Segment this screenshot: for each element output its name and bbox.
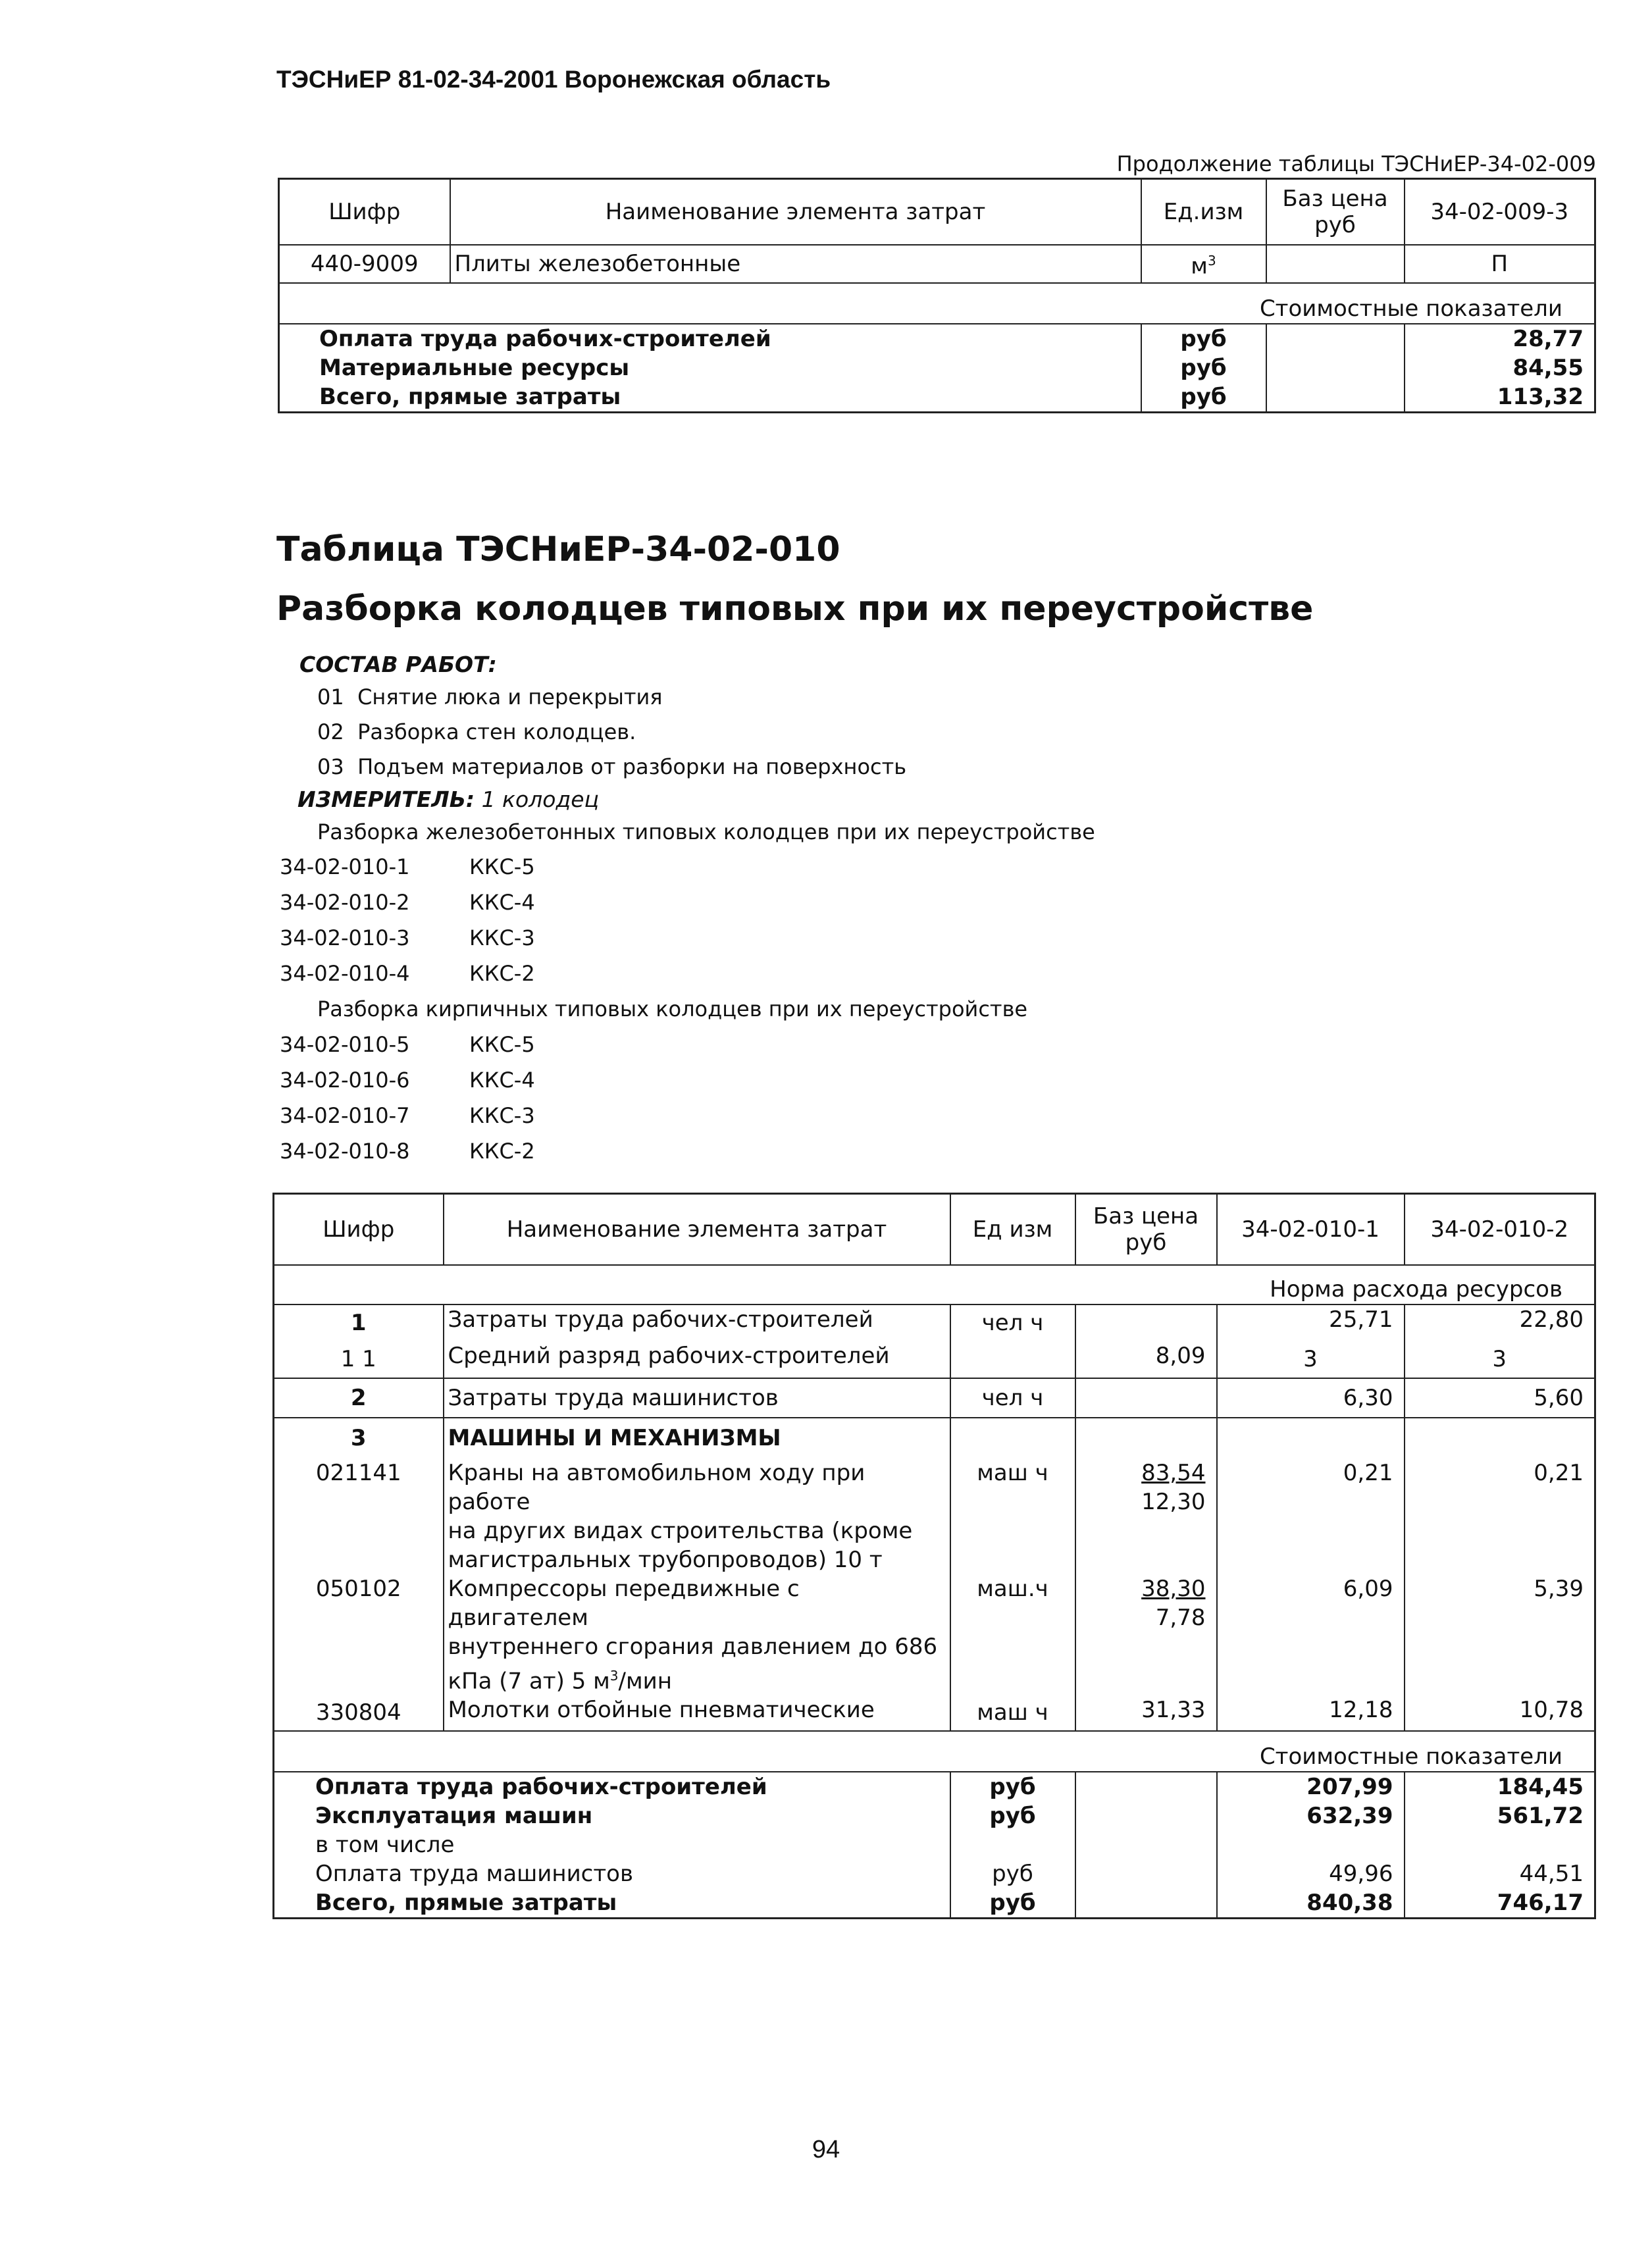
col-code-header: Шифр	[328, 198, 401, 225]
work-num: 01	[317, 684, 344, 710]
row-price	[1075, 1304, 1217, 1341]
unit-superscript: 3	[1207, 253, 1216, 269]
row-name: Молотки отбойные пневматические	[444, 1695, 950, 1731]
col-name-header: Наименование элемента затрат	[444, 1194, 950, 1265]
row-price	[1266, 245, 1405, 283]
cost-name: Оплата труда рабочих-строителей	[274, 1772, 950, 1801]
col-norm2-header: 34-02-010-2	[1405, 1194, 1595, 1265]
row-unit	[950, 1418, 1075, 1459]
row-name-text: /мин	[618, 1667, 672, 1694]
row-value-1: 25,71	[1217, 1304, 1405, 1341]
row-name	[444, 1574, 950, 1695]
cost-value: 84,55	[1405, 353, 1595, 382]
row-price-main: 38,30	[1141, 1575, 1206, 1602]
cost-name: Всего, прямые затраты	[319, 383, 621, 410]
row-name-line	[448, 1661, 939, 1695]
row-price-labor: 12,30	[1141, 1488, 1206, 1515]
norm-header-row	[274, 1265, 1595, 1304]
col-name-header: Наименование элемента затрат	[450, 179, 1141, 245]
row-price-labor: 7,78	[1155, 1604, 1206, 1631]
row-value-1: 12,18	[1217, 1695, 1405, 1731]
cost-price	[1075, 1888, 1217, 1919]
table-row	[274, 1304, 1595, 1341]
cost-price	[1075, 1772, 1217, 1801]
row-price-main: 83,54	[1141, 1459, 1206, 1486]
row-code: 1	[274, 1304, 444, 1341]
cost-row	[279, 353, 1595, 382]
row-name: Затраты труда машинистов	[444, 1378, 950, 1418]
row-code: 440-9009	[279, 245, 450, 283]
row-name-line: магистральных трубопроводов) 10 т	[448, 1546, 883, 1573]
table-row	[274, 1574, 1595, 1695]
row-name: Плиты железобетонные	[450, 245, 1141, 283]
cost-value-2: 561,72	[1405, 1801, 1595, 1830]
col-price-header-line1: Баз цена	[1282, 185, 1388, 212]
meter-value: 1 колодец	[481, 787, 600, 812]
norm-name: ККС-5	[469, 1032, 535, 1057]
row-price: 8,09	[1075, 1341, 1217, 1378]
cost-name: в том числе	[315, 1831, 455, 1858]
row-code: 1 1	[340, 1346, 376, 1372]
row-price	[1075, 1378, 1217, 1418]
row-value-2	[1405, 1418, 1595, 1459]
table-34-02-009	[278, 178, 1596, 413]
row-value-2: 3	[1405, 1341, 1595, 1378]
cost-unit: руб	[950, 1859, 1075, 1888]
cost-value-2: 746,17	[1405, 1888, 1595, 1919]
work-text: Подъем материалов от разборки на поверхность	[357, 754, 907, 779]
row-code: 3	[274, 1418, 444, 1459]
norm-code: 34-02-010-5	[280, 1032, 410, 1057]
cost-unit: руб	[950, 1772, 1075, 1801]
table-header-row	[279, 179, 1595, 245]
col-unit-header: Ед.изм	[1141, 179, 1266, 245]
cost-value-1	[1217, 1830, 1405, 1859]
norm-name: ККС-2	[469, 1139, 535, 1164]
page-number: 94	[812, 2136, 840, 2163]
cost-price	[1075, 1859, 1217, 1888]
cost-value-2: 44,51	[1405, 1859, 1595, 1888]
norm-code: 34-02-010-3	[280, 925, 410, 950]
row-name	[444, 1459, 950, 1574]
cost-price	[1075, 1830, 1217, 1859]
row-value-2: 0,21	[1405, 1459, 1595, 1574]
cost-value-2: 184,45	[1405, 1772, 1595, 1801]
cost-name: Всего, прямые затраты	[315, 1889, 617, 1916]
row-value-1: 6,30	[1217, 1378, 1405, 1418]
col-code-header: Шифр	[323, 1216, 395, 1243]
cost-row	[274, 1830, 1595, 1859]
row-name-line: на других видах строительства (кроме	[448, 1517, 913, 1544]
row-name: Затраты труда рабочих-строителей	[444, 1304, 950, 1341]
cost-row	[279, 324, 1595, 353]
meter-label: ИЗМЕРИТЕЛЬ:	[297, 787, 475, 812]
unit-text: м	[1191, 253, 1208, 280]
table-row	[279, 245, 1595, 283]
table-row	[274, 1695, 1595, 1731]
cost-name: Оплата труда машинистов	[315, 1860, 634, 1887]
cost-row	[274, 1772, 1595, 1801]
row-value-1: 6,09	[1217, 1574, 1405, 1695]
work-text: Снятие люка и перекрытия	[357, 684, 663, 710]
cost-row	[274, 1859, 1595, 1888]
norm-name: ККС-3	[469, 1103, 535, 1128]
work-num: 02	[317, 719, 344, 744]
group-title: Разборка железобетонных типовых колодцев при их переустройстве	[317, 819, 1095, 844]
row-value-2: 5,39	[1405, 1574, 1595, 1695]
table-34-02-010	[272, 1193, 1596, 1919]
col-price-header	[1075, 1194, 1217, 1265]
col-price-header-line1: Баз цена	[1093, 1202, 1199, 1229]
cost-price	[1266, 382, 1405, 413]
norm-name: ККС-2	[469, 961, 535, 986]
cost-value-1: 840,38	[1217, 1888, 1405, 1919]
cost-value: 28,77	[1405, 324, 1595, 353]
cost-unit: руб	[1141, 324, 1266, 353]
cost-value-1: 207,99	[1217, 1772, 1405, 1801]
row-price	[1075, 1574, 1217, 1695]
row-unit	[950, 1341, 1075, 1378]
row-unit	[1141, 245, 1266, 283]
group-title: Разборка кирпичных типовых колодцев при их переустройстве	[317, 996, 1028, 1021]
col-unit-header: Ед изм	[950, 1194, 1075, 1265]
work-text: Разборка стен колодцев.	[357, 719, 636, 744]
cost-value-2	[1405, 1830, 1595, 1859]
cost-price	[1266, 353, 1405, 382]
norm-code: 34-02-010-4	[280, 961, 410, 986]
row-code: 2	[274, 1378, 444, 1418]
row-value: П	[1405, 245, 1595, 283]
cost-row	[274, 1888, 1595, 1919]
col-price-header-line2: руб	[1125, 1229, 1167, 1256]
work-item	[317, 719, 636, 744]
row-unit: маш ч	[950, 1459, 1075, 1574]
cost-unit: руб	[1141, 353, 1266, 382]
row-name: Средний разряд рабочих-строителей	[444, 1341, 950, 1378]
unit-superscript: 3	[609, 1667, 619, 1684]
table-row	[274, 1341, 1595, 1378]
cost-name: Эксплуатация машин	[315, 1802, 593, 1829]
cost-header: Стоимостные показатели	[279, 283, 1595, 324]
norm-name: ККС-4	[469, 890, 535, 915]
norm-code: 34-02-010-8	[280, 1139, 410, 1164]
section-subtitle: Разборка колодцев типовых при их переустройстве	[276, 589, 1314, 629]
cost-header: Стоимостные показатели	[274, 1731, 1595, 1772]
row-value-2: 5,60	[1405, 1378, 1595, 1418]
cost-header-row	[274, 1731, 1595, 1772]
cost-row	[274, 1801, 1595, 1830]
row-value-1: 3	[1217, 1341, 1405, 1378]
row-price: 31,33	[1075, 1695, 1217, 1731]
norm-name: ККС-3	[469, 925, 535, 950]
norm-header: Норма расхода ресурсов	[274, 1265, 1595, 1304]
col-price-header-line2: руб	[1314, 211, 1356, 238]
row-price	[1075, 1418, 1217, 1459]
row-name: МАШИНЫ И МЕХАНИЗМЫ	[444, 1418, 950, 1459]
row-unit: маш ч	[950, 1695, 1075, 1731]
cost-row	[279, 382, 1595, 413]
section-title: Таблица ТЭСНиЕР-34-02-010	[276, 530, 840, 569]
table-row	[274, 1378, 1595, 1418]
row-name-line: Компрессоры передвижные с двигателем	[448, 1575, 800, 1631]
row-price	[1075, 1459, 1217, 1574]
col-norm1-header: 34-02-010-1	[1217, 1194, 1405, 1265]
col-price-header	[1266, 179, 1405, 245]
cost-value-1: 49,96	[1217, 1859, 1405, 1888]
row-unit: маш.ч	[950, 1574, 1075, 1695]
cost-unit: руб	[1141, 382, 1266, 413]
row-value-1	[1217, 1418, 1405, 1459]
page-header: ТЭСНиЕР 81-02-34-2001 Воронежская область	[276, 66, 831, 93]
cost-value-1: 632,39	[1217, 1801, 1405, 1830]
work-composition-label: СОСТАВ РАБОТ:	[299, 652, 497, 677]
cost-unit: руб	[950, 1888, 1075, 1919]
norm-code: 34-02-010-7	[280, 1103, 410, 1128]
cost-header-row	[279, 283, 1595, 324]
cost-name: Материальные ресурсы	[319, 354, 630, 381]
norm-code: 34-02-010-6	[280, 1068, 410, 1093]
cost-unit: руб	[950, 1801, 1075, 1830]
cost-price	[1266, 324, 1405, 353]
norm-code: 34-02-010-1	[280, 854, 410, 879]
work-num: 03	[317, 754, 344, 779]
cost-name: Оплата труда рабочих-строителей	[279, 324, 1141, 353]
table-row	[274, 1459, 1595, 1574]
row-code: 050102	[315, 1575, 401, 1602]
row-name-line: внутреннего сгорания давлением до 686	[448, 1633, 938, 1660]
cost-price	[1075, 1801, 1217, 1830]
row-value-2: 22,80	[1405, 1304, 1595, 1341]
table-header-row	[274, 1194, 1595, 1265]
row-name-line: Краны на автомобильном ходу при работе	[448, 1459, 865, 1515]
table-continuation-caption: Продолжение таблицы ТЭСНиЕР-34-02-009	[1116, 151, 1596, 176]
meter	[297, 787, 599, 812]
cost-value: 113,32	[1405, 382, 1595, 413]
table-row	[274, 1418, 1595, 1459]
row-code: 021141	[315, 1459, 401, 1486]
row-unit: чел ч	[950, 1378, 1075, 1418]
row-value-2: 10,78	[1405, 1695, 1595, 1731]
row-value-1: 0,21	[1217, 1459, 1405, 1574]
norm-code: 34-02-010-2	[280, 890, 410, 915]
col-norm-header: 34-02-009-3	[1405, 179, 1595, 245]
norm-name: ККС-5	[469, 854, 535, 879]
norm-name: ККС-4	[469, 1068, 535, 1093]
work-item	[317, 754, 906, 779]
work-item	[317, 684, 663, 710]
row-unit: чел ч	[950, 1304, 1075, 1341]
row-code: 330804	[315, 1699, 401, 1726]
cost-unit	[950, 1830, 1075, 1859]
row-name-text: кПа (7 ат) 5 м	[448, 1667, 610, 1694]
